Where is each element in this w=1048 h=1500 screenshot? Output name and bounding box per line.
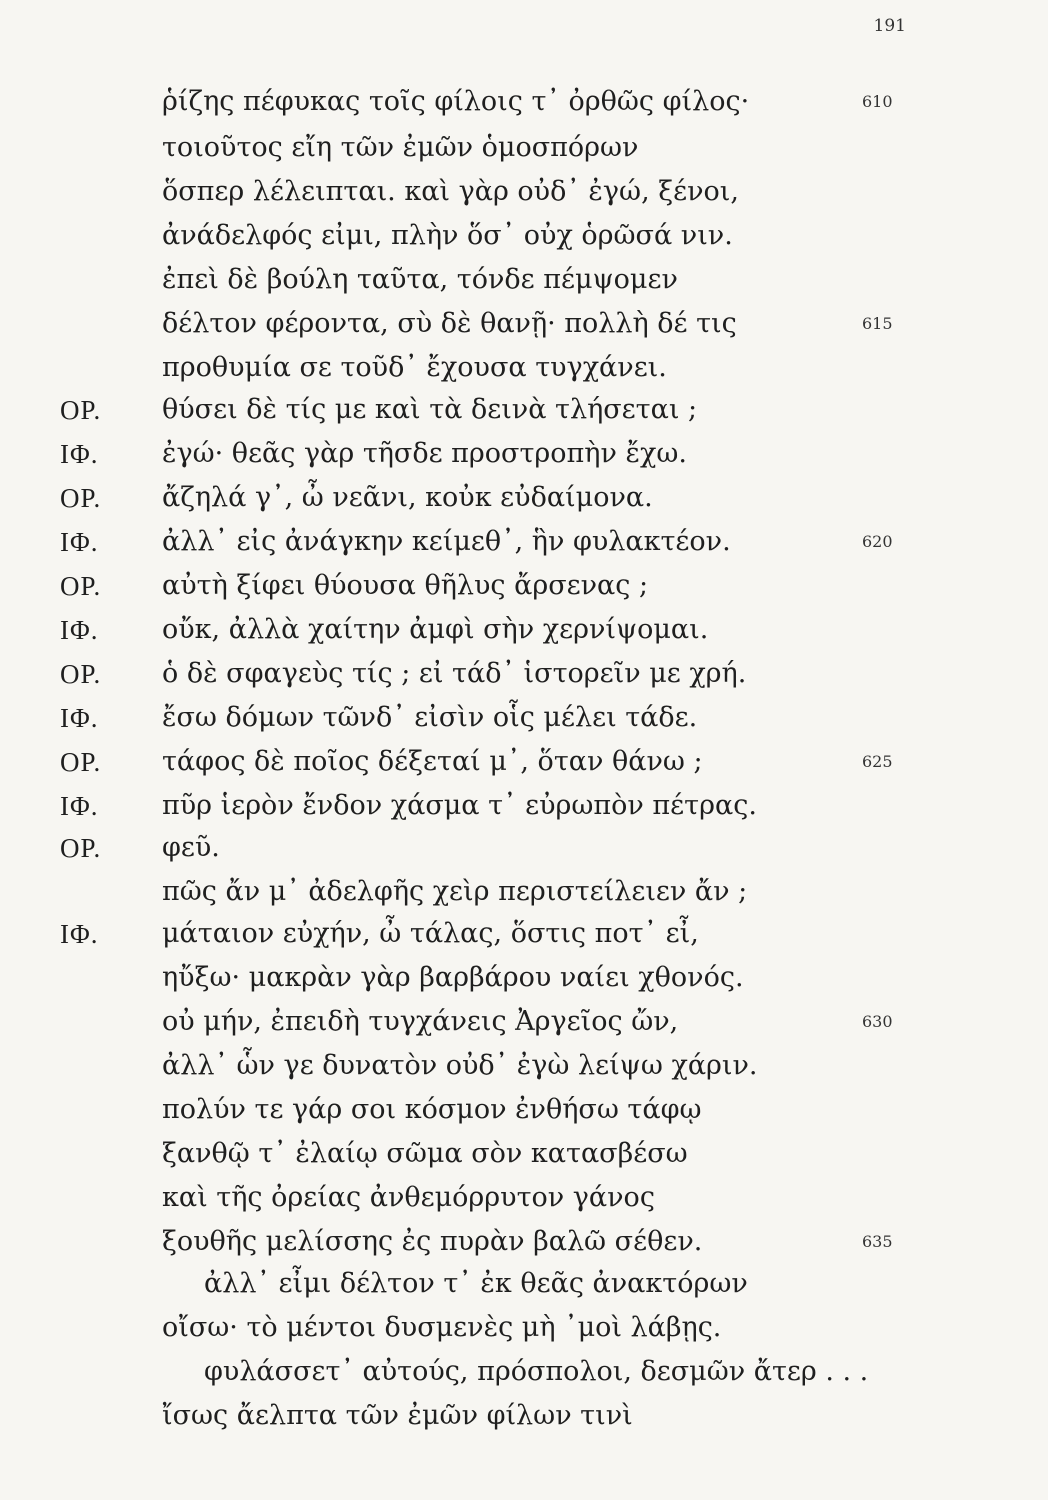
verse-text: φεῦ. — [162, 832, 220, 863]
verse-text: ἐγώ· θεᾶς γὰρ τῆσδε προστροπὴν ἔχω. — [162, 438, 687, 469]
speaker-label: ΟΡ. — [60, 833, 102, 863]
verse-text: τοιοῦτος εἴη τῶν ἐμῶν ὁμοσπόρων — [162, 132, 639, 163]
verse-line — [0, 1088, 1048, 1132]
line-number: 620 — [862, 532, 893, 551]
speaker-label: ΙΦ. — [60, 791, 99, 821]
verse-line — [0, 80, 1048, 124]
verse-line — [0, 826, 1048, 870]
verse-line — [0, 608, 1048, 652]
verse-text: ἀλλ᾽ εἰς ἀνάγκην κείμεθ᾽, ἣν φυλακτέον. — [162, 526, 731, 557]
verse-line — [0, 126, 1048, 170]
verse-line — [0, 784, 1048, 828]
verse-text: πῶς ἄν μ᾽ ἀδελφῆς χεὶρ περιστείλειεν ἄν ; — [162, 876, 748, 907]
verse-line — [0, 564, 1048, 608]
line-number: 635 — [862, 1232, 893, 1251]
verse-line — [0, 1176, 1048, 1220]
verse-text: ἀλλ᾽ εἶμι δέλτον τ᾽ ἐκ θεᾶς ἀνακτόρων — [204, 1268, 748, 1299]
verse-text: ηὔξω· μακρὰν γὰρ βαρβάρου ναίει χθονός. — [162, 962, 744, 993]
verse-text: αὐτὴ ξίφει θύουσα θῆλυς ἄρσενας ; — [162, 570, 649, 601]
verse-text: ἐπεὶ δὲ βούλη ταῦτα, τόνδε πέμψομεν — [162, 264, 678, 295]
speaker-label: ΙΦ. — [60, 439, 99, 469]
speaker-label: ΙΦ. — [60, 703, 99, 733]
page-number: 191 — [873, 16, 906, 36]
speaker-label: ΙΦ. — [60, 919, 99, 949]
verse-text: ἀνάδελφός εἰμι, πλὴν ὅσ᾽ οὐχ ὁρῶσά νιν. — [162, 220, 733, 251]
verse-text: οὐ μήν, ἐπειδὴ τυγχάνεις Ἀργεῖος ὤν, — [162, 1006, 679, 1037]
line-number: 625 — [862, 752, 893, 771]
verse-text: ὅσπερ λέλειπται. καὶ γὰρ οὐδ᾽ ἐγώ, ξένοι, — [162, 176, 739, 207]
verse-line — [0, 1350, 1048, 1394]
verse-line — [0, 696, 1048, 740]
verse-line — [0, 740, 1048, 784]
verse-text: φυλάσσετ᾽ αὐτούς, πρόσπολοι, δεσμῶν ἄτερ . . . — [204, 1356, 869, 1387]
verse-text: ἄζηλά γ᾽, ὦ νεᾶνι, κοὐκ εὐδαίμονα. — [162, 482, 653, 513]
verse-line — [0, 1044, 1048, 1088]
line-number: 630 — [862, 1012, 893, 1031]
verse-line — [0, 302, 1048, 346]
verse-line — [0, 652, 1048, 696]
verse-text: ἀλλ᾽ ὧν γε δυνατὸν οὐδ᾽ ἐγὼ λείψω χάριν. — [162, 1050, 758, 1081]
speaker-label: ΙΦ. — [60, 615, 99, 645]
speaker-label: ΟΡ. — [60, 571, 102, 601]
line-number: 610 — [862, 92, 893, 111]
verse-line — [0, 258, 1048, 302]
verse-line — [0, 214, 1048, 258]
verse-text: πῦρ ἱερὸν ἔνδον χάσμα τ᾽ εὐρωπὸν πέτρας. — [162, 790, 757, 821]
verse-text: ἔσω δόμων τῶνδ᾽ εἰσὶν οἷς μέλει τάδε. — [162, 702, 698, 733]
verse-line — [0, 1132, 1048, 1176]
verse-line — [0, 1220, 1048, 1264]
verse-text: καὶ τῆς ὀρείας ἀνθεμόρρυτον γάνος — [162, 1182, 655, 1213]
verse-text: δέλτον φέροντα, σὺ δὲ θανῇ· πολλὴ δέ τις — [162, 308, 737, 339]
verse-line — [0, 912, 1048, 956]
verse-text: θύσει δὲ τίς με καὶ τὰ δεινὰ τλήσεται ; — [162, 394, 698, 425]
speaker-label: ΟΡ. — [60, 395, 102, 425]
verse-text: μάταιον εὐχήν, ὦ τάλας, ὅστις ποτ᾽ εἶ, — [162, 918, 699, 949]
verse-line — [0, 1394, 1048, 1438]
verse-line — [0, 870, 1048, 914]
verse-line — [0, 170, 1048, 214]
line-number: 615 — [862, 314, 893, 333]
verse-line — [0, 476, 1048, 520]
verse-text: πολύν τε γάρ σοι κόσμον ἐνθήσω τάφῳ — [162, 1094, 702, 1125]
speaker-label: ΟΡ. — [60, 747, 102, 777]
verse-text: οἴσω· τὸ μέντοι δυσμενὲς μὴ ᾽μοὶ λάβῃς. — [162, 1312, 722, 1343]
verse-line — [0, 1000, 1048, 1044]
verse-line — [0, 1262, 1048, 1306]
speaker-label: ΟΡ. — [60, 483, 102, 513]
verse-text: ὁ δὲ σφαγεὺς τίς ; εἰ τάδ᾽ ἱστορεῖν με χρή. — [162, 658, 747, 689]
verse-line — [0, 346, 1048, 390]
verse-line — [0, 388, 1048, 432]
verse-line — [0, 956, 1048, 1000]
verse-text: τάφος δὲ ποῖος δέξεταί μ᾽, ὅταν θάνω ; — [162, 746, 703, 777]
speaker-label: ΟΡ. — [60, 659, 102, 689]
verse-line — [0, 520, 1048, 564]
verse-text: ξουθῆς μελίσσης ἐς πυρὰν βαλῶ σέθεν. — [162, 1226, 703, 1257]
verse-text: ἴσως ἄελπτα τῶν ἐμῶν φίλων τινὶ — [162, 1400, 633, 1431]
verse-text: οὔκ, ἀλλὰ χαίτην ἀμφὶ σὴν χερνίψομαι. — [162, 614, 709, 645]
verse-line — [0, 1306, 1048, 1350]
verse-text: ῥίζης πέφυκας τοῖς φίλοις τ᾽ ὀρθῶς φίλος· — [162, 86, 750, 117]
verse-line — [0, 432, 1048, 476]
verse-text: ξανθῷ τ᾽ ἐλαίῳ σῶμα σὸν κατασβέσω — [162, 1138, 688, 1169]
verse-text: προθυμία σε τοῦδ᾽ ἔχουσα τυγχάνει. — [162, 352, 667, 383]
speaker-label: ΙΦ. — [60, 527, 99, 557]
